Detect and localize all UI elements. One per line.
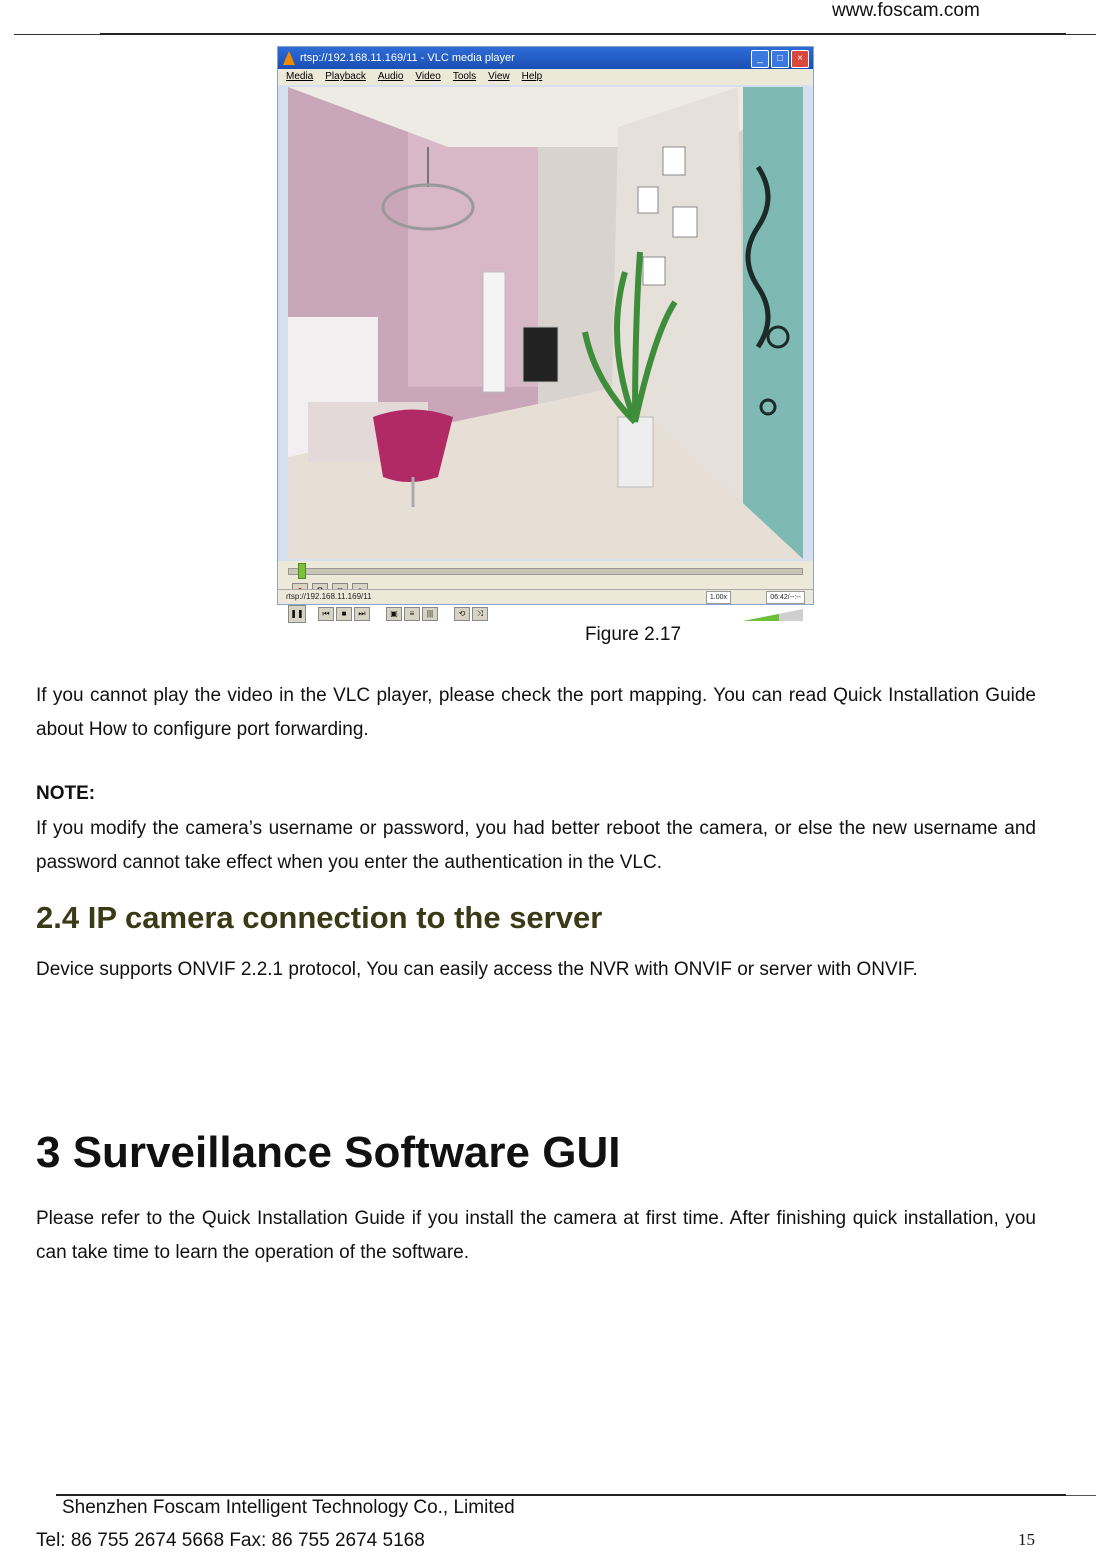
note-text: If you modify the camera’s username or password, you had better reboot the camera, or else the new username and password cannot take effect when you enter the authentication in the VLC. xyxy=(36,818,1036,873)
status-url: rtsp://192.168.11.169/11 xyxy=(286,592,372,601)
loop-icon[interactable]: ⟲ xyxy=(454,607,470,621)
vlc-menu-bar xyxy=(278,69,813,85)
shuffle-icon[interactable]: ⤨ xyxy=(472,607,488,621)
extended-settings-icon[interactable]: ||| xyxy=(422,607,438,621)
figure-caption: Figure 2.17 xyxy=(584,624,682,645)
vlc-status-bar xyxy=(278,589,813,604)
section-heading-2-4: 2.4 IP camera connection to the server xyxy=(36,900,603,935)
section-2-4-text: Device supports ONVIF 2.2.1 protocol, You can easily access the NVR with ONVIF or server with ONVIF. xyxy=(36,959,918,980)
header-rule-thick xyxy=(100,33,1066,35)
chapter-heading-3: 3 Surveillance Software GUI xyxy=(36,1128,621,1177)
window-buttons xyxy=(751,50,809,68)
footer-contact: Tel: 86 755 2674 5668 Fax: 86 755 2674 5168 xyxy=(36,1530,425,1551)
seek-bar[interactable] xyxy=(288,568,803,575)
footer-rule-thick xyxy=(56,1494,1066,1496)
fullscreen-icon[interactable]: ▣ xyxy=(386,607,402,621)
menu-view[interactable]: View xyxy=(488,71,510,82)
next-icon[interactable]: ⏭ xyxy=(354,607,370,621)
note-label: NOTE: xyxy=(36,783,96,804)
vlc-title-bar xyxy=(278,47,813,69)
page-number: 15 xyxy=(1018,1530,1035,1549)
maximize-icon[interactable]: □ xyxy=(771,50,789,68)
menu-video[interactable]: Video xyxy=(415,71,441,82)
menu-tools[interactable]: Tools xyxy=(452,71,477,82)
playlist-icon[interactable]: ≡ xyxy=(404,607,420,621)
volume-slider[interactable] xyxy=(743,609,803,621)
playback-speed: 1.00x xyxy=(706,591,731,604)
vlc-cone-icon xyxy=(283,51,295,65)
seek-knob[interactable] xyxy=(298,563,306,579)
video-frame-living-room xyxy=(288,87,803,559)
previous-icon[interactable]: ⏮ xyxy=(318,607,334,621)
pause-icon[interactable]: ❚❚ xyxy=(288,605,306,623)
menu-media[interactable]: Media xyxy=(286,71,314,82)
menu-playback[interactable]: Playback xyxy=(325,71,366,82)
menu-help[interactable]: Help xyxy=(521,71,543,82)
menu-audio[interactable]: Audio xyxy=(377,71,404,82)
site-url[interactable]: www.foscam.com xyxy=(832,0,980,21)
paragraph-vlc-help: If you cannot play the video in the VLC player, please check the port mapping. You can read Quick Installation Guide about How to configure port forwarding. xyxy=(36,685,1036,740)
playback-time: 06:42/--:-- xyxy=(766,591,805,604)
chapter-3-text: Please refer to the Quick Installation Guide if you install the camera at first time. After finishing quick installation, you can take time to learn the operation of the software. xyxy=(36,1208,1036,1263)
vlc-player-screenshot xyxy=(277,46,814,618)
vlc-window-title: rtsp://192.168.11.169/11 - VLC media player xyxy=(300,52,515,64)
footer-company: Shenzhen Foscam Intelligent Technology Co., Limited xyxy=(62,1497,515,1518)
close-icon[interactable]: × xyxy=(791,50,809,68)
stop-icon[interactable]: ■ xyxy=(336,607,352,621)
minimize-icon[interactable]: _ xyxy=(751,50,769,68)
